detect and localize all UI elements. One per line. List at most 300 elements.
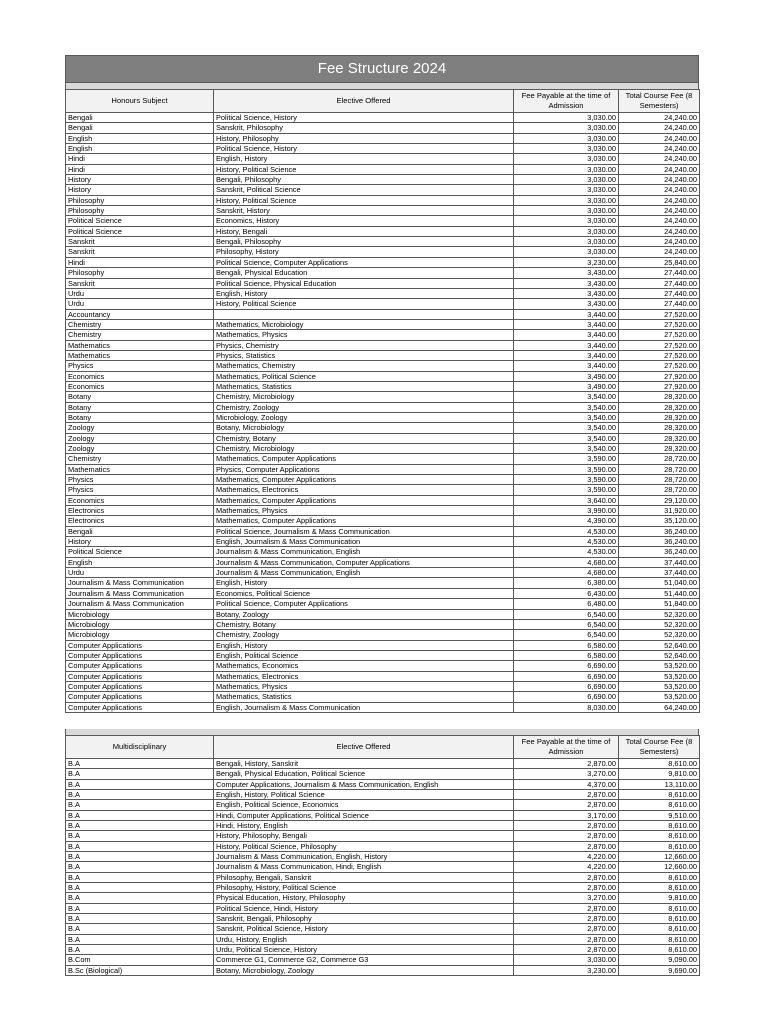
cell-elective: Commerce G1, Commerce G2, Commerce G3 [214, 955, 514, 965]
table-row [66, 872, 700, 882]
table-row [66, 309, 700, 319]
cell-fee-payable: 3,430.00 [514, 299, 619, 309]
cell-fee-payable: 3,030.00 [514, 237, 619, 247]
cell-fee-payable: 3,440.00 [514, 350, 619, 360]
cell-total-fee: 8,610.00 [619, 821, 700, 831]
table-row [66, 588, 700, 598]
cell-fee-payable: 3,270.00 [514, 893, 619, 903]
cell-subject: Computer Applications [66, 661, 214, 671]
cell-subject: B.A [66, 800, 214, 810]
cell-subject: B.A [66, 883, 214, 893]
cell-elective: Mathematics, Physics [214, 681, 514, 691]
cell-elective: Physics, Statistics [214, 350, 514, 360]
cell-subject: Microbiology [66, 630, 214, 640]
table-row [66, 779, 700, 789]
table-row [66, 319, 700, 329]
fee-sheet [65, 55, 699, 976]
table-row [66, 769, 700, 779]
cell-total-fee: 24,240.00 [619, 164, 700, 174]
cell-total-fee: 51,840.00 [619, 599, 700, 609]
table-row [66, 650, 700, 660]
cell-fee-payable: 3,540.00 [514, 444, 619, 454]
cell-elective: Chemistry, Zoology [214, 630, 514, 640]
cell-subject: Chemistry [66, 319, 214, 329]
cell-subject: Mathematics [66, 340, 214, 350]
cell-subject: B.A [66, 914, 214, 924]
cell-elective: Chemistry, Botany [214, 619, 514, 629]
cell-subject: Microbiology [66, 609, 214, 619]
cell-elective: Journalism & Mass Communication, English [214, 568, 514, 578]
cell-total-fee: 27,440.00 [619, 278, 700, 288]
cell-elective: Philosophy, History, Political Science [214, 883, 514, 893]
cell-elective: Computer Applications, Journalism & Mass Communication, English [214, 779, 514, 789]
sheet-title: Fee Structure 2024 [65, 55, 699, 83]
table-row [66, 640, 700, 650]
cell-total-fee: 24,240.00 [619, 226, 700, 236]
cell-subject: Accountancy [66, 309, 214, 319]
cell-fee-payable: 6,540.00 [514, 609, 619, 619]
table-row [66, 862, 700, 872]
cell-fee-payable: 2,870.00 [514, 789, 619, 799]
cell-elective: Bengali, History, Sanskrit [214, 758, 514, 768]
cell-elective: English, History [214, 154, 514, 164]
cell-total-fee: 28,320.00 [619, 433, 700, 443]
header-fee-payable: Fee Payable at the time of Admission [514, 90, 619, 113]
cell-fee-payable: 3,170.00 [514, 810, 619, 820]
cell-fee-payable: 6,540.00 [514, 619, 619, 629]
cell-subject: Bengali [66, 113, 214, 123]
cell-total-fee: 27,520.00 [619, 350, 700, 360]
cell-total-fee: 8,610.00 [619, 903, 700, 913]
cell-elective: Mathematics, Chemistry [214, 361, 514, 371]
cell-elective: Mathematics, Economics [214, 661, 514, 671]
cell-subject: B.A [66, 758, 214, 768]
cell-subject: Computer Applications [66, 671, 214, 681]
cell-total-fee: 64,240.00 [619, 702, 700, 712]
cell-fee-payable: 2,870.00 [514, 883, 619, 893]
table-row [66, 578, 700, 588]
cell-subject: Political Science [66, 547, 214, 557]
cell-total-fee: 9,690.00 [619, 965, 700, 975]
cell-subject: Hindi [66, 154, 214, 164]
cell-fee-payable: 2,870.00 [514, 841, 619, 851]
cell-total-fee: 53,520.00 [619, 692, 700, 702]
cell-subject: English [66, 133, 214, 143]
cell-subject: History [66, 537, 214, 547]
table-row [66, 423, 700, 433]
cell-fee-payable: 6,430.00 [514, 588, 619, 598]
cell-fee-payable: 6,380.00 [514, 578, 619, 588]
multidisciplinary-table-body [66, 758, 700, 975]
table-row [66, 330, 700, 340]
cell-elective: History, Political Science [214, 195, 514, 205]
table-row [66, 914, 700, 924]
table-row [66, 464, 700, 474]
header-honours-subject: Honours Subject [66, 90, 214, 113]
table-row [66, 340, 700, 350]
cell-elective: History, Political Science [214, 299, 514, 309]
cell-fee-payable: 3,030.00 [514, 123, 619, 133]
cell-total-fee: 24,240.00 [619, 206, 700, 216]
cell-subject: History [66, 175, 214, 185]
table-header-row [66, 90, 700, 113]
cell-fee-payable: 4,530.00 [514, 526, 619, 536]
cell-fee-payable: 3,590.00 [514, 485, 619, 495]
cell-total-fee: 27,920.00 [619, 371, 700, 381]
cell-elective: Economics, History [214, 216, 514, 226]
table-row [66, 402, 700, 412]
cell-elective: Mathematics, Statistics [214, 381, 514, 391]
cell-total-fee: 28,320.00 [619, 402, 700, 412]
table-row [66, 495, 700, 505]
cell-total-fee: 52,320.00 [619, 619, 700, 629]
cell-total-fee: 27,440.00 [619, 268, 700, 278]
cell-fee-payable: 4,680.00 [514, 557, 619, 567]
cell-elective: Mathematics, Physics [214, 506, 514, 516]
cell-total-fee: 8,610.00 [619, 924, 700, 934]
cell-fee-payable: 3,590.00 [514, 464, 619, 474]
table-row [66, 433, 700, 443]
cell-total-fee: 52,640.00 [619, 650, 700, 660]
cell-elective: History, Philosophy [214, 133, 514, 143]
table-row [66, 154, 700, 164]
table-row [66, 216, 700, 226]
cell-fee-payable: 2,870.00 [514, 914, 619, 924]
table-row [66, 924, 700, 934]
cell-elective: Bengali, Philosophy [214, 175, 514, 185]
cell-fee-payable: 2,870.00 [514, 831, 619, 841]
cell-total-fee: 27,440.00 [619, 288, 700, 298]
cell-fee-payable: 3,440.00 [514, 340, 619, 350]
table-row [66, 965, 700, 975]
table-row [66, 350, 700, 360]
cell-subject: Botany [66, 402, 214, 412]
cell-elective: Economics, Political Science [214, 588, 514, 598]
cell-total-fee: 24,240.00 [619, 237, 700, 247]
cell-elective: English, Political Science [214, 650, 514, 660]
cell-elective: Sanskrit, Political Science [214, 185, 514, 195]
cell-fee-payable: 3,230.00 [514, 965, 619, 975]
cell-subject: Zoology [66, 423, 214, 433]
cell-subject: Bengali [66, 123, 214, 133]
cell-subject: English [66, 557, 214, 567]
cell-total-fee: 28,320.00 [619, 444, 700, 454]
cell-subject: B.A [66, 862, 214, 872]
table-row [66, 278, 700, 288]
cell-subject: Chemistry [66, 330, 214, 340]
cell-fee-payable: 3,030.00 [514, 206, 619, 216]
cell-fee-payable: 2,870.00 [514, 903, 619, 913]
cell-total-fee: 27,520.00 [619, 361, 700, 371]
cell-elective: Journalism & Mass Communication, English, History [214, 852, 514, 862]
cell-total-fee: 37,440.00 [619, 568, 700, 578]
cell-fee-payable: 4,220.00 [514, 862, 619, 872]
cell-fee-payable: 3,990.00 [514, 506, 619, 516]
cell-fee-payable: 3,540.00 [514, 402, 619, 412]
cell-total-fee: 27,520.00 [619, 340, 700, 350]
cell-total-fee: 9,510.00 [619, 810, 700, 820]
cell-fee-payable: 2,870.00 [514, 872, 619, 882]
cell-subject: B.A [66, 945, 214, 955]
cell-fee-payable: 6,690.00 [514, 692, 619, 702]
cell-fee-payable: 3,540.00 [514, 392, 619, 402]
cell-fee-payable: 4,370.00 [514, 779, 619, 789]
cell-total-fee: 51,040.00 [619, 578, 700, 588]
cell-fee-payable: 3,030.00 [514, 133, 619, 143]
cell-total-fee: 27,920.00 [619, 381, 700, 391]
cell-subject: Microbiology [66, 619, 214, 629]
cell-elective: Hindi, Computer Applications, Political Science [214, 810, 514, 820]
table-row [66, 164, 700, 174]
cell-total-fee: 9,810.00 [619, 893, 700, 903]
cell-subject: B.A [66, 789, 214, 799]
cell-elective: Botany, Zoology [214, 609, 514, 619]
cell-elective: History, Political Science [214, 164, 514, 174]
table-row [66, 516, 700, 526]
cell-fee-payable: 3,430.00 [514, 288, 619, 298]
table-row [66, 226, 700, 236]
cell-fee-payable: 6,690.00 [514, 671, 619, 681]
cell-subject: B.A [66, 821, 214, 831]
cell-elective: Chemistry, Microbiology [214, 392, 514, 402]
cell-subject: B.A [66, 934, 214, 944]
table-row [66, 454, 700, 464]
cell-subject: Hindi [66, 257, 214, 267]
cell-subject: B.A [66, 903, 214, 913]
cell-elective: Journalism & Mass Communication, Computer Applications [214, 557, 514, 567]
cell-total-fee: 28,320.00 [619, 412, 700, 422]
cell-fee-payable: 8,030.00 [514, 702, 619, 712]
cell-fee-payable: 2,870.00 [514, 934, 619, 944]
cell-elective: Mathematics, Electronics [214, 485, 514, 495]
cell-subject: Mathematics [66, 350, 214, 360]
cell-fee-payable: 3,640.00 [514, 495, 619, 505]
cell-elective: Political Science, History [214, 144, 514, 154]
honours-table-body [66, 113, 700, 713]
cell-fee-payable: 3,490.00 [514, 381, 619, 391]
cell-total-fee: 36,240.00 [619, 547, 700, 557]
cell-fee-payable: 4,390.00 [514, 516, 619, 526]
cell-elective: History, Bengali [214, 226, 514, 236]
table-row [66, 934, 700, 944]
table-row [66, 144, 700, 154]
header-fee-payable: Fee Payable at the time of Admission [514, 735, 619, 758]
cell-elective: Bengali, Philosophy [214, 237, 514, 247]
cell-total-fee: 9,090.00 [619, 955, 700, 965]
cell-elective: Political Science, Physical Education [214, 278, 514, 288]
cell-fee-payable: 3,540.00 [514, 433, 619, 443]
table-row [66, 288, 700, 298]
cell-subject: Philosophy [66, 268, 214, 278]
cell-elective: Sanskrit, Political Science, History [214, 924, 514, 934]
cell-elective: Mathematics, Political Science [214, 371, 514, 381]
cell-subject: Computer Applications [66, 681, 214, 691]
cell-elective: Political Science, Computer Applications [214, 257, 514, 267]
table-row [66, 831, 700, 841]
table-row [66, 392, 700, 402]
cell-fee-payable: 3,030.00 [514, 164, 619, 174]
cell-total-fee: 51,440.00 [619, 588, 700, 598]
cell-fee-payable: 3,440.00 [514, 309, 619, 319]
cell-total-fee: 24,240.00 [619, 247, 700, 257]
cell-fee-payable: 3,440.00 [514, 330, 619, 340]
cell-subject: Philosophy [66, 206, 214, 216]
cell-fee-payable: 3,030.00 [514, 175, 619, 185]
table-row [66, 237, 700, 247]
cell-elective: Urdu, History, English [214, 934, 514, 944]
cell-fee-payable: 4,220.00 [514, 852, 619, 862]
table-row [66, 361, 700, 371]
cell-fee-payable: 3,030.00 [514, 154, 619, 164]
cell-total-fee: 27,520.00 [619, 330, 700, 340]
cell-total-fee: 52,640.00 [619, 640, 700, 650]
cell-elective: Mathematics, Computer Applications [214, 454, 514, 464]
table-gap [65, 713, 699, 729]
cell-subject: Economics [66, 381, 214, 391]
cell-subject: Physics [66, 475, 214, 485]
cell-fee-payable: 3,030.00 [514, 955, 619, 965]
table-row [66, 789, 700, 799]
cell-elective: History, Political Science, Philosophy [214, 841, 514, 851]
cell-total-fee: 28,720.00 [619, 454, 700, 464]
table-row [66, 758, 700, 768]
cell-fee-payable: 6,580.00 [514, 650, 619, 660]
cell-fee-payable: 3,440.00 [514, 319, 619, 329]
cell-elective: English, Journalism & Mass Communication [214, 702, 514, 712]
cell-subject: B.A [66, 769, 214, 779]
cell-subject: B.Com [66, 955, 214, 965]
cell-total-fee: 53,520.00 [619, 681, 700, 691]
cell-elective: Mathematics, Statistics [214, 692, 514, 702]
cell-total-fee: 24,240.00 [619, 195, 700, 205]
table-row [66, 671, 700, 681]
cell-total-fee: 25,840.00 [619, 257, 700, 267]
cell-total-fee: 24,240.00 [619, 216, 700, 226]
table-row [66, 537, 700, 547]
cell-total-fee: 28,320.00 [619, 423, 700, 433]
cell-fee-payable: 3,030.00 [514, 247, 619, 257]
table-row [66, 903, 700, 913]
cell-fee-payable: 2,870.00 [514, 945, 619, 955]
cell-subject: History [66, 185, 214, 195]
table-row [66, 692, 700, 702]
header-total-course-fee: Total Course Fee (8 Semesters) [619, 90, 700, 113]
cell-total-fee: 8,610.00 [619, 831, 700, 841]
cell-total-fee: 27,520.00 [619, 309, 700, 319]
cell-elective: Political Science, Journalism & Mass Communication [214, 526, 514, 536]
cell-elective: History, Philosophy, Bengali [214, 831, 514, 841]
cell-total-fee: 9,810.00 [619, 769, 700, 779]
table-row [66, 268, 700, 278]
cell-total-fee: 36,240.00 [619, 526, 700, 536]
cell-subject: B.A [66, 872, 214, 882]
cell-subject: Physics [66, 361, 214, 371]
header-multidisciplinary: Multidisciplinary [66, 735, 214, 758]
table-row [66, 412, 700, 422]
cell-total-fee: 37,440.00 [619, 557, 700, 567]
cell-subject: Sanskrit [66, 278, 214, 288]
table-row [66, 599, 700, 609]
table-row [66, 661, 700, 671]
cell-subject: Chemistry [66, 454, 214, 464]
cell-subject: Political Science [66, 226, 214, 236]
cell-fee-payable: 6,480.00 [514, 599, 619, 609]
cell-elective: Sanskrit, History [214, 206, 514, 216]
cell-fee-payable: 3,540.00 [514, 412, 619, 422]
cell-subject: Economics [66, 371, 214, 381]
cell-total-fee: 8,610.00 [619, 841, 700, 851]
cell-subject: B.A [66, 779, 214, 789]
cell-fee-payable: 2,870.00 [514, 924, 619, 934]
header-elective-offered: Elective Offered [214, 735, 514, 758]
cell-elective: English, History [214, 578, 514, 588]
cell-elective: Bengali, Physical Education [214, 268, 514, 278]
table-row [66, 195, 700, 205]
cell-elective: Sanskrit, Bengali, Philosophy [214, 914, 514, 924]
cell-total-fee: 24,240.00 [619, 185, 700, 195]
header-elective-offered: Elective Offered [214, 90, 514, 113]
cell-elective: Botany, Microbiology, Zoology [214, 965, 514, 975]
cell-subject: Botany [66, 392, 214, 402]
table-row [66, 619, 700, 629]
cell-fee-payable: 3,590.00 [514, 454, 619, 464]
cell-elective: Journalism & Mass Communication, Hindi, English [214, 862, 514, 872]
cell-subject: Zoology [66, 433, 214, 443]
honours-fee-table [65, 89, 700, 713]
table-row [66, 810, 700, 820]
cell-elective: Philosophy, History [214, 247, 514, 257]
cell-subject: Political Science [66, 216, 214, 226]
cell-total-fee: 27,440.00 [619, 299, 700, 309]
cell-total-fee: 24,240.00 [619, 133, 700, 143]
cell-subject: Mathematics [66, 464, 214, 474]
cell-elective: Urdu, Political Science, History [214, 945, 514, 955]
cell-fee-payable: 3,030.00 [514, 144, 619, 154]
cell-subject: Hindi [66, 164, 214, 174]
cell-elective: English, Political Science, Economics [214, 800, 514, 810]
cell-fee-payable: 3,030.00 [514, 113, 619, 123]
cell-subject: Sanskrit [66, 247, 214, 257]
table-row [66, 257, 700, 267]
cell-total-fee: 35,120.00 [619, 516, 700, 526]
cell-total-fee: 8,610.00 [619, 883, 700, 893]
cell-total-fee: 52,320.00 [619, 630, 700, 640]
table-row [66, 185, 700, 195]
cell-subject: Computer Applications [66, 702, 214, 712]
cell-fee-payable: 6,580.00 [514, 640, 619, 650]
table-row [66, 247, 700, 257]
cell-fee-payable: 6,690.00 [514, 661, 619, 671]
cell-total-fee: 13,110.00 [619, 779, 700, 789]
cell-total-fee: 28,720.00 [619, 464, 700, 474]
cell-total-fee: 53,520.00 [619, 671, 700, 681]
cell-fee-payable: 3,590.00 [514, 475, 619, 485]
multidisciplinary-fee-table [65, 735, 700, 976]
table-row [66, 381, 700, 391]
table-row [66, 945, 700, 955]
cell-subject: Urdu [66, 568, 214, 578]
cell-total-fee: 12,660.00 [619, 862, 700, 872]
table-row [66, 568, 700, 578]
table-row [66, 852, 700, 862]
cell-total-fee: 8,610.00 [619, 872, 700, 882]
cell-subject: Electronics [66, 506, 214, 516]
cell-fee-payable: 4,680.00 [514, 568, 619, 578]
cell-fee-payable: 3,030.00 [514, 216, 619, 226]
cell-subject: B.A [66, 831, 214, 841]
table-row [66, 485, 700, 495]
table-row [66, 444, 700, 454]
